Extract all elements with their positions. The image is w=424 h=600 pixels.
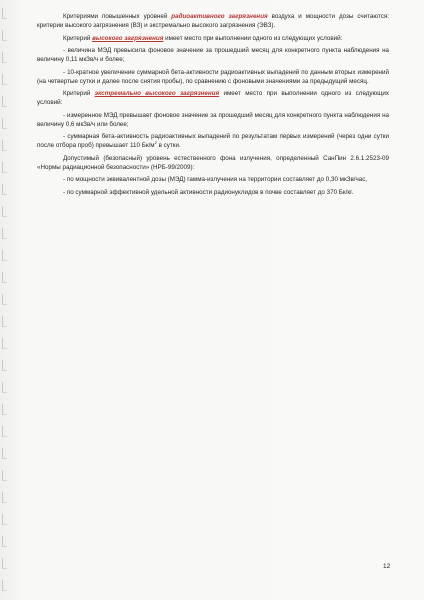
highlighted-term: радиоактивного загрязнения (171, 13, 268, 20)
binder-mark (2, 30, 7, 41)
text-run: Допустимый (безопасный) уровень естественного фона излучения, определенный СанПин 2.6.1.2523-09 «Нормы радиационной безопасности» (НРБ-99/2009): (37, 154, 389, 171)
binder-mark (2, 470, 7, 481)
text-run: Критерий (63, 34, 93, 42)
text-run: - 10-кратное увеличение суммарной бета-активности радиоактивных выпадений по данным вторых измерений (на четвертые сутки и далее после снятия пробы), по сравнению с фоновыми значениями за предыдущий месяц. (37, 68, 389, 85)
binder-mark (2, 492, 7, 503)
binder-mark (2, 294, 7, 305)
paragraph (37, 188, 389, 197)
paragraph (37, 34, 389, 43)
binder-mark (2, 96, 7, 107)
text-run: Критерий (63, 90, 95, 97)
binder-mark (2, 228, 7, 239)
binder-mark (2, 338, 7, 349)
paragraph (37, 132, 389, 150)
binder-mark (2, 536, 7, 547)
text-run: 2 (154, 139, 157, 145)
binder-mark (2, 74, 7, 85)
page-number: 12 (383, 563, 391, 570)
binder-mark (2, 272, 7, 283)
text-run: в сутки. (156, 142, 181, 149)
binder-mark (2, 580, 7, 591)
text-run: - измеренное МЭД превышает фоновое значение за прошедший месяц для конкретного пункта наблюдения на величину 0,6 мкЗв/ч или более; (37, 111, 389, 128)
binder-mark (2, 382, 7, 393)
text-run: - по мощности эквивалентной дозы (МЭД) гамма-излучения на территории составляет до 0,30 мкЗв/час, (63, 176, 368, 183)
text-run: Критериями повышенных уровней (63, 13, 172, 20)
text-run: - суммарная бета-активность радиоактивных выпадений по результатам первых измерений (через одни сутки после отбора проб) превышает 110 Бк/м (37, 133, 389, 149)
document-body (37, 12, 389, 200)
binder-mark (2, 8, 7, 19)
paragraph (37, 12, 389, 30)
binder-mark (2, 514, 7, 525)
binder-mark (2, 206, 7, 217)
text-run: - по суммарной эффективной удельной активности радионуклидов в почве составляет до 370 Бк/кг. (63, 188, 354, 196)
text-run: имеет место при выполнении одного из следующих условий: (37, 90, 390, 106)
binder-mark (2, 118, 7, 129)
highlighted-term: высокого загрязнения (92, 34, 164, 42)
binder-mark (2, 162, 7, 173)
paragraph (37, 46, 389, 64)
text-run: имеет место при выполнении одного из следующих условий: (163, 34, 343, 42)
binder-mark (2, 558, 7, 569)
paragraph (37, 175, 389, 184)
binder-mark (2, 404, 7, 415)
binder-mark (2, 52, 7, 63)
binder-mark (2, 140, 7, 151)
binder-mark (2, 426, 7, 437)
binder-mark (2, 360, 7, 371)
binder-mark (2, 316, 7, 327)
text-run: воздуха и мощности дозы считаются: критерии высокого загрязнения (ВЗ) и экстремально высокого загрязнения (ЭВЗ). (37, 13, 389, 29)
paragraph (37, 154, 389, 172)
paragraph (37, 68, 389, 86)
binder-holes (0, 0, 10, 600)
binder-mark (2, 250, 7, 261)
binder-mark (2, 184, 7, 195)
paragraph (37, 89, 389, 107)
binder-mark (2, 448, 7, 459)
highlighted-term: экстремально высокого загрязнения (94, 90, 220, 97)
text-run: - величина МЭД превысила фоновое значение за прошедший месяц для конкретного пункта наблюдения на величину 0,11 мкЗв/ч и более; (37, 47, 389, 63)
paragraph (37, 111, 389, 129)
